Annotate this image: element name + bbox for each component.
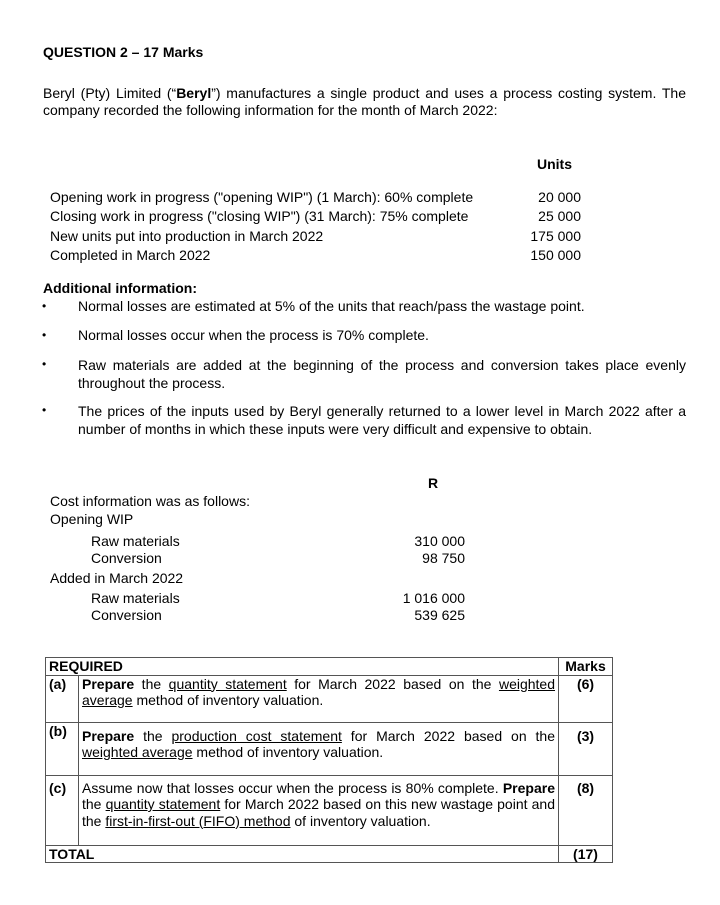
table-header-row: [46, 658, 613, 676]
units-value: 25 000: [538, 208, 581, 224]
bullet-icon: •: [42, 403, 47, 417]
seg: weighted average: [82, 744, 193, 760]
units-value: 175 000: [530, 228, 581, 244]
seg: Assume now that losses occur when the process is 80% complete.: [82, 779, 503, 796]
company-name: Beryl: [176, 85, 212, 101]
row-marks: (6): [559, 675, 613, 722]
currency-header: R: [428, 475, 439, 491]
seg: the: [134, 675, 169, 692]
units-header: Units: [537, 156, 572, 172]
intro-text: Beryl (Pty) Limited (“: [43, 85, 177, 101]
bullet-icon: •: [42, 299, 47, 313]
cost-label: Conversion: [91, 607, 162, 623]
row-text: [79, 675, 559, 722]
units-value: 20 000: [538, 189, 581, 205]
cost-label: Raw materials: [91, 590, 180, 606]
total-marks: (17): [559, 845, 613, 863]
bullet-icon: •: [42, 328, 47, 342]
row-text: [79, 775, 559, 845]
marks-header: Marks: [559, 658, 613, 676]
bullet-text: Raw materials are added at the beginning of the process and conversion takes place evenly throughout the process.: [78, 357, 686, 391]
row-marks: (3): [559, 722, 613, 775]
seg: first-in-first-out (FIFO) method: [105, 812, 291, 829]
seg: Prepare: [82, 675, 135, 692]
seg: of inventory valuation.: [290, 812, 431, 829]
units-label: Opening work in progress ("opening WIP") (1 March): 60% complete: [50, 189, 474, 205]
table-row: [46, 675, 613, 722]
added-label: Added in March 2022: [50, 570, 184, 586]
units-value: 150 000: [530, 247, 581, 263]
seg: quantity statement: [105, 796, 221, 812]
table-row: [46, 722, 613, 775]
row-letter: (b): [46, 722, 79, 775]
bullet-text: Normal losses are estimated at 5% of the units that reach/pass the wastage point.: [78, 298, 585, 314]
seg: the: [134, 727, 172, 744]
cost-label: Conversion: [91, 550, 162, 566]
units-label: Closing work in progress ("closing WIP") (31 March): 75% complete: [50, 208, 469, 224]
question-title: QUESTION 2 – 17 Marks: [43, 44, 204, 60]
cost-value: 1 016 000: [402, 590, 465, 606]
opening-wip-label: Opening WIP: [50, 511, 134, 527]
row-letter: (a): [46, 675, 79, 722]
cost-value: 310 000: [414, 533, 465, 549]
seg: quantity statement: [168, 675, 287, 692]
seg: for March 2022 based on this new wastage point and the: [82, 796, 555, 829]
cost-value: 98 750: [422, 550, 465, 566]
seg: method of inventory valuation.: [192, 744, 384, 760]
bullet-icon: •: [42, 357, 47, 371]
seg: Prepare: [82, 727, 135, 744]
cost-value: 539 625: [414, 607, 465, 623]
table-row: [46, 775, 613, 845]
cost-intro: Cost information was as follows:: [50, 493, 250, 509]
intro-text-end: ”) manufactures a single product and uses a process costing system. The company recorded the following information for the month of March 2022:: [43, 85, 686, 118]
row-letter: (c): [46, 775, 79, 845]
row-text: [79, 722, 559, 775]
seg: for March 2022 based on the: [286, 675, 499, 692]
required-header: REQUIRED: [46, 658, 559, 676]
units-label: New units put into production in March 2022: [50, 228, 324, 244]
row-marks: (8): [559, 775, 613, 845]
seg: the: [82, 796, 106, 812]
seg: weighted average: [82, 675, 555, 708]
bullet-text: Normal losses occur when the process is 70% complete.: [78, 327, 429, 343]
units-label: Completed in March 2022: [50, 247, 211, 263]
cost-label: Raw materials: [91, 533, 180, 549]
seg: Prepare: [502, 779, 555, 796]
required-table: [45, 657, 613, 863]
intro-paragraph: [43, 85, 686, 119]
seg: for March 2022 based on the: [341, 727, 555, 744]
seg: production cost statement: [171, 727, 342, 744]
total-label: TOTAL: [46, 845, 559, 863]
total-row: [46, 845, 613, 863]
bullet-text: The prices of the inputs used by Beryl generally returned to a lower level in March 2022 after a number of months in which these inputs were very difficult and expensive to obtain.: [78, 403, 686, 437]
additional-heading: Additional information:: [43, 280, 197, 296]
seg: method of inventory valuation.: [132, 692, 324, 708]
